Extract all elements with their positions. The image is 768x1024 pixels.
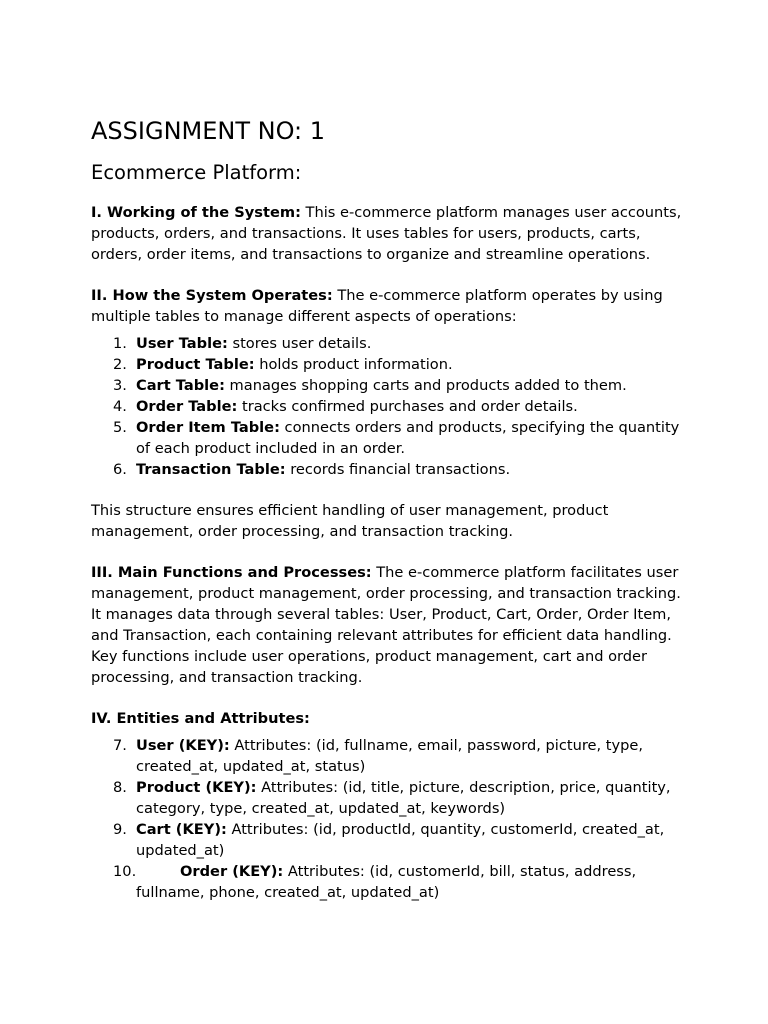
section-heading: I. Working of the System: bbox=[91, 204, 301, 221]
item-text: tracks confirmed purchases and order details. bbox=[237, 398, 578, 415]
section-operates bbox=[91, 285, 691, 327]
item-label: User Table: bbox=[136, 335, 228, 352]
page-title: ASSIGNMENT NO: 1 bbox=[91, 117, 326, 145]
list-item bbox=[91, 417, 691, 459]
list-item bbox=[91, 735, 691, 777]
entities-list bbox=[91, 735, 691, 903]
list-number: 6. bbox=[113, 461, 127, 478]
item-label: Order (KEY): bbox=[180, 863, 284, 880]
list-item bbox=[91, 375, 691, 396]
list-number: 5. bbox=[113, 419, 127, 436]
item-text: Attributes: (id, fullname, email, password, picture, type, created_at, updated_at, status) bbox=[136, 737, 643, 775]
structure-note: This structure ensures efficient handling of user management, product management, order processing, and transaction tracking. bbox=[91, 502, 609, 540]
item-text: Attributes: (id, productId, quantity, customerId, created_at, updated_at) bbox=[136, 821, 665, 859]
section-working bbox=[91, 202, 691, 265]
item-text: Attributes: (id, title, picture, description, price, quantity, category, type, created_at, updated_at, keywords) bbox=[136, 779, 671, 817]
item-label: Product (KEY): bbox=[136, 779, 257, 796]
list-number: 8. bbox=[113, 779, 127, 796]
item-text: manages shopping carts and products added to them. bbox=[224, 377, 627, 394]
list-item bbox=[91, 459, 691, 480]
list-number: 10. bbox=[113, 863, 137, 880]
item-text: records financial transactions. bbox=[285, 461, 511, 478]
item-label: User (KEY): bbox=[136, 737, 230, 754]
item-text: connects orders and products, specifying the quantity of each product included in an order. bbox=[136, 419, 680, 457]
section-functions bbox=[91, 562, 691, 688]
list-number: 9. bbox=[113, 821, 127, 838]
item-label: Order Item Table: bbox=[136, 419, 280, 436]
tables-list bbox=[91, 333, 691, 480]
document-content bbox=[91, 116, 691, 923]
list-number: 7. bbox=[113, 737, 127, 754]
list-item bbox=[91, 819, 691, 861]
section-text: This e-commerce platform manages user accounts, products, orders, and transactions. It uses tables for users, products, carts, orders, order items, and transactions to organize and streamline operations. bbox=[91, 204, 682, 263]
item-label: Cart (KEY): bbox=[136, 821, 227, 838]
item-label: Cart Table: bbox=[136, 377, 225, 394]
list-item bbox=[91, 333, 691, 354]
list-item bbox=[91, 396, 691, 417]
list-number: 1. bbox=[113, 335, 127, 352]
list-number: 4. bbox=[113, 398, 127, 415]
list-number: 3. bbox=[113, 377, 127, 394]
item-label: Product Table: bbox=[136, 356, 255, 373]
page-subtitle: Ecommerce Platform: bbox=[91, 161, 302, 184]
section-text: The e-commerce platform operates by using multiple tables to manage different aspects of operations: bbox=[91, 287, 663, 325]
section-heading: III. Main Functions and Processes: bbox=[91, 564, 372, 581]
list-number: 2. bbox=[113, 356, 127, 373]
list-item bbox=[91, 354, 691, 375]
item-label: Transaction Table: bbox=[136, 461, 286, 478]
section-text: The e-commerce platform facilitates user management, product management, order processing, and transaction tracking. It manages data through several tables: User, Product, Cart, Order, Order Item, and Transaction, each containing relevant attributes for efficient data handling. Key functions include user operations, product management, cart and order processing, and transaction tracking. bbox=[91, 564, 681, 686]
section-heading: II. How the System Operates: bbox=[91, 287, 333, 304]
item-text: stores user details. bbox=[227, 335, 372, 352]
section-heading: IV. Entities and Attributes: bbox=[91, 710, 310, 727]
section-entities bbox=[91, 708, 691, 729]
item-label: Order Table: bbox=[136, 398, 238, 415]
list-item bbox=[91, 777, 691, 819]
item-text: Attributes: (id, customerId, bill, status, address, fullname, phone, created_at, updated_at) bbox=[136, 863, 637, 901]
item-text: holds product information. bbox=[254, 356, 453, 373]
list-item bbox=[91, 861, 691, 903]
